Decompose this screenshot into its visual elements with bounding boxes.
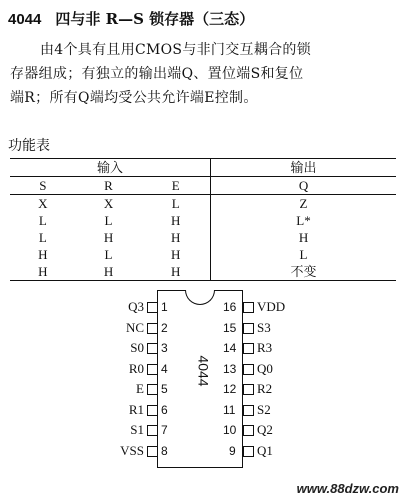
pin-6 — [147, 405, 158, 416]
table-row — [10, 263, 396, 281]
cell: X — [103, 196, 114, 211]
pin-number: 11 — [223, 402, 236, 417]
pin-label-q2: Q2 — [257, 422, 273, 437]
pin-label-r0: R0 — [128, 360, 144, 376]
pin-15 — [243, 323, 254, 334]
chip-notch — [185, 290, 215, 305]
pin-8 — [147, 446, 158, 457]
pin-label-r2: R2 — [257, 381, 273, 396]
pin-number: 3 — [161, 341, 168, 355]
pin-label-s3: S3 — [257, 319, 271, 335]
cell: L — [104, 213, 113, 228]
pin-label-nc: NC — [125, 319, 144, 335]
page-title — [8, 8, 254, 29]
pin-label-q1: Q1 — [257, 442, 273, 458]
function-table-label: 功能表 — [8, 138, 50, 154]
pin-number: 15 — [223, 320, 237, 335]
cell: H — [38, 247, 48, 262]
pin-number: 10 — [223, 423, 237, 437]
pin-label-q3: Q3 — [128, 299, 144, 314]
pin-3 — [147, 343, 158, 354]
header-e: E — [141, 177, 210, 195]
cell: H — [298, 230, 309, 245]
pin-label-s1: S1 — [130, 422, 144, 437]
pin-label-s2: S2 — [257, 401, 271, 417]
cell: L — [38, 213, 47, 228]
table-row — [10, 212, 396, 229]
pin-14 — [243, 343, 254, 354]
pin-number: 12 — [223, 382, 237, 396]
pin-number: 4 — [161, 361, 168, 376]
cell: X — [38, 196, 48, 211]
pin-label-vdd: VDD — [257, 299, 286, 314]
pin-number: 7 — [161, 423, 168, 437]
chip-body — [157, 290, 243, 468]
cell: L — [299, 247, 308, 262]
cell: H — [141, 263, 210, 281]
pin-label-vss: VSS — [120, 442, 144, 458]
table-column-header — [10, 177, 396, 195]
header-q: Q — [211, 177, 396, 195]
pin-11 — [243, 405, 254, 416]
pin-4 — [147, 364, 158, 375]
pin-label-r3: R3 — [257, 340, 273, 355]
pin-7 — [147, 425, 158, 436]
cell: L* — [296, 213, 311, 228]
table-row — [10, 229, 396, 246]
table-group-header — [10, 159, 396, 177]
function-table — [10, 158, 396, 281]
pin-label-e: E — [136, 381, 144, 396]
pin-10 — [243, 425, 254, 436]
header-s: S — [10, 177, 76, 195]
pin-number: 2 — [161, 320, 168, 335]
pin-number: 6 — [161, 402, 168, 417]
chip-number: 4044 — [8, 11, 42, 28]
cell: 不变 — [211, 263, 396, 281]
input-group-header: 输入 — [10, 159, 211, 177]
pin-13 — [243, 364, 254, 375]
cell: H — [141, 229, 210, 246]
description-line-2: 存器组成；有独立的输出端Q、置位端S和复位 — [10, 66, 304, 82]
pin-label-s0: S0 — [130, 340, 144, 355]
pin-1 — [147, 302, 158, 313]
cell: L — [141, 195, 210, 213]
header-r: R — [76, 177, 142, 195]
pin-number: 13 — [223, 361, 237, 376]
pin-2 — [147, 323, 158, 334]
pin-9 — [243, 446, 254, 457]
description-line-3: 端R；所有Q端均受公共允许端E控制。 — [10, 90, 258, 106]
cell: Z — [299, 196, 308, 211]
output-group-header: 输出 — [211, 159, 396, 177]
pin-number: 5 — [161, 382, 168, 396]
cell: H — [76, 263, 142, 281]
pin-5 — [147, 384, 158, 395]
table-row — [10, 246, 396, 263]
watermark: www.88dzw.com — [296, 481, 399, 496]
pin-label-q0: Q0 — [257, 360, 273, 376]
description-line-1: 由4个具有且用CMOS与非门交互耦合的锁 — [40, 42, 312, 58]
chip-pinout-diagram — [0, 290, 407, 480]
pin-number: 9 — [229, 443, 236, 458]
cell: H — [103, 230, 114, 245]
pin-number: 16 — [223, 300, 237, 314]
pin-number: 8 — [161, 443, 168, 458]
chip-name: 4044 — [195, 355, 212, 387]
cell: L — [104, 247, 113, 262]
pin-16 — [243, 302, 254, 313]
cell: H — [141, 212, 210, 229]
cell: H — [10, 263, 76, 281]
pin-number: 14 — [223, 341, 237, 355]
description — [10, 38, 398, 110]
cell: L — [38, 230, 47, 245]
pin-label-r1: R1 — [128, 401, 144, 417]
table-row — [10, 195, 396, 213]
pin-number: 1 — [161, 300, 168, 314]
cell: H — [141, 246, 210, 263]
pin-12 — [243, 384, 254, 395]
chip-title: 四与非 R—S 锁存器（三态） — [55, 10, 255, 28]
